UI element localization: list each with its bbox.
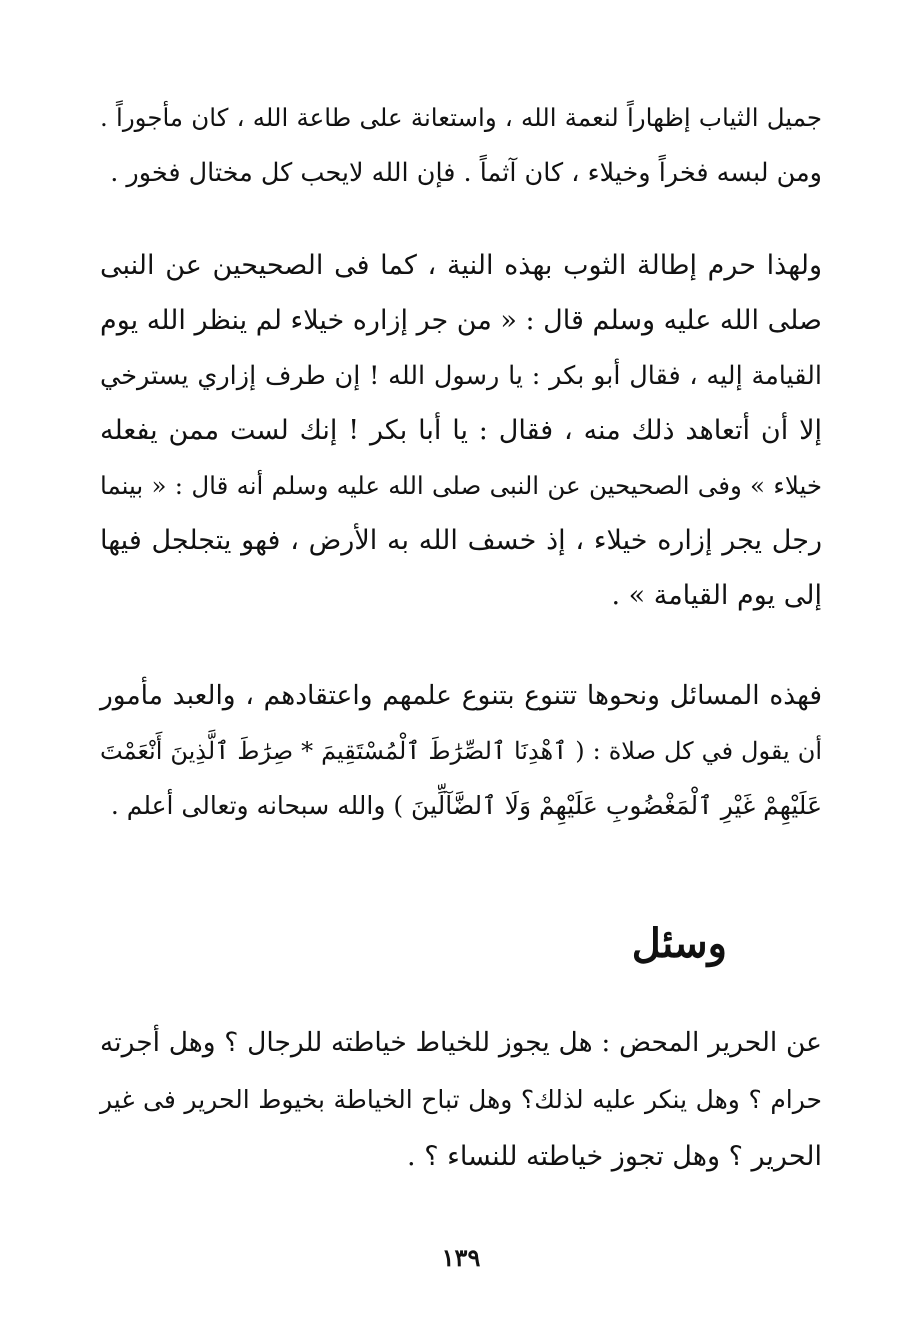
text-line: الحرير ؟ وهل تجوز خياطته للنساء ؟ . — [407, 1141, 822, 1172]
text-line: صلى الله عليه وسلم قال : « من جر إزاره خيلاء لم ينظر الله يوم — [100, 305, 822, 336]
text-line: ومن لبسه فخراً وخيلاء ، كان آثماً . فإن الله لايحب كل مختال فخور . — [110, 158, 822, 188]
quran-verse-line: أن يقول في كل صلاة : ( ٱهْدِنَا ٱلصِّرَٰطَ ٱلْمُسْتَقِيمَ * صِرَٰطَ ٱلَّذِينَ أَنْعَمْتَ — [100, 737, 822, 765]
quran-verse-line: عَلَيْهِمْ غَيْرِ ٱلْمَغْضُوبِ عَلَيْهِمْ وَلَا ٱلضَّآلِّينَ ) والله سبحانه وتعالى أعلم . — [110, 791, 822, 820]
text-line: فهذه المسائل ونحوها تتنوع بتنوع علمهم واعتقادهم ، والعبد مأمور — [100, 680, 822, 711]
section-heading: وسئل — [631, 920, 727, 967]
text-line: إلى يوم القيامة » . — [611, 580, 822, 611]
text-line: القيامة إليه ، فقال أبو بكر : يا رسول الله ! إن طرف إزاري يسترخي — [100, 361, 822, 391]
text-line: حرام ؟ وهل ينكر عليه لذلك؟ وهل تباح الخياطة بخيوط الحرير فى غير — [100, 1085, 822, 1114]
text-line: رجل يجر إزاره خيلاء ، إذ خسف الله به الأرض ، فهو يتجلجل فيها — [100, 525, 822, 556]
text-line: إلا أن أتعاهد ذلك منه ، فقال : يا أبا بكر ! إنك لست ممن يفعله — [100, 415, 822, 446]
text-line: عن الحرير المحض : هل يجوز للخياط خياطته للرجال ؟ وهل أجرته — [100, 1027, 822, 1058]
page-number: ١٣٩ — [441, 1243, 481, 1272]
text-line: خيلاء » وفى الصحيحين عن النبى صلى الله عليه وسلم أنه قال : « بينما — [100, 471, 822, 500]
book-page — [100, 80, 822, 1280]
text-line: جميل الثياب إظهاراً لنعمة الله ، واستعانة على طاعة الله ، كان مأجوراً . — [100, 103, 822, 132]
text-line: ولهذا حرم إطالة الثوب بهذه النية ، كما فى الصحيحين عن النبى — [100, 250, 822, 281]
